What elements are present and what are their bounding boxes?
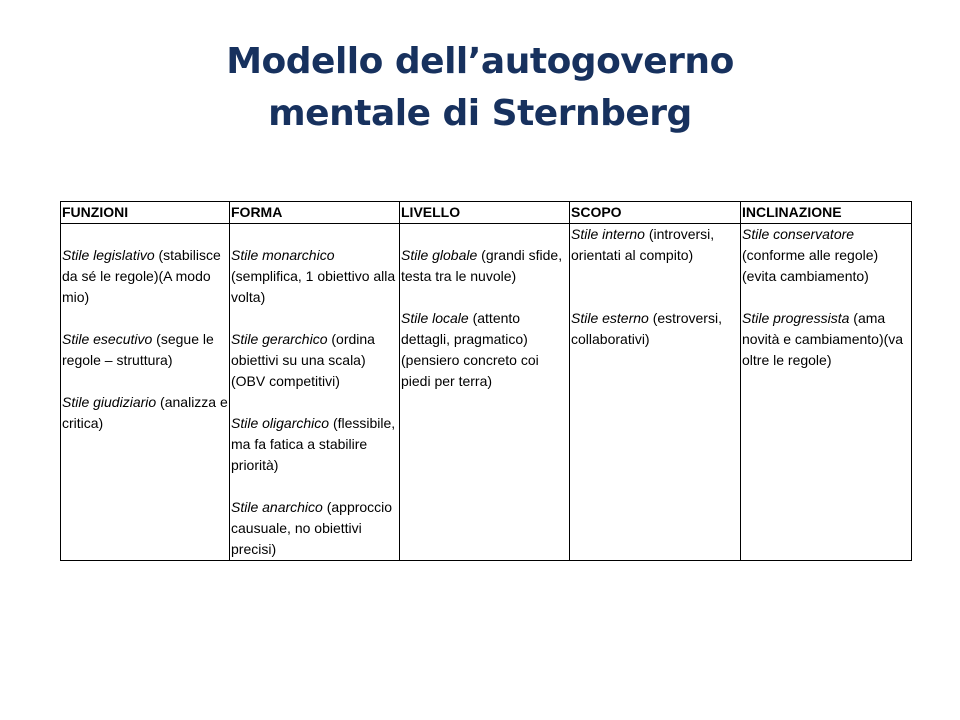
entry-anarchico: Stile anarchico (approccio causuale, no obiettivi precisi) <box>231 499 393 557</box>
header-forma: FORMA <box>230 202 400 224</box>
entry-interno: Stile interno (introversi, orientati al compito) <box>571 226 715 263</box>
entry-globale: Stile globale (grandi sfide, testa tra le nuvole) <box>401 247 563 284</box>
cell-inclinazione <box>741 224 912 561</box>
header-livello: LIVELLO <box>400 202 570 224</box>
cell-scopo <box>570 224 741 561</box>
entry-locale: Stile locale (attento dettagli, pragmatico)(pensiero concreto coi piedi per terra) <box>401 310 539 389</box>
entry-gerarchico: Stile gerarchico (ordina obiettivi su una scala) (OBV competitivi) <box>231 331 375 389</box>
header-scopo: SCOPO <box>570 202 741 224</box>
entry-oligarchico: Stile oligarchico (flessibile, ma fa fatica a stabilire priorità) <box>231 415 396 473</box>
title-line-2: mentale di Sternberg <box>268 93 692 134</box>
table-row <box>61 224 912 561</box>
title-line-1: Modello dell’autogoverno <box>226 41 734 82</box>
header-funzioni: FUNZIONI <box>61 202 230 224</box>
slide-title <box>0 36 960 140</box>
entry-giudiziario: Stile giudiziario (analizza e critica) <box>62 394 228 431</box>
cell-livello <box>400 224 570 561</box>
entry-esecutivo: Stile esecutivo (segue le regole – struttura) <box>62 331 214 368</box>
cell-forma <box>230 224 400 561</box>
header-inclinazione: INCLINAZIONE <box>741 202 912 224</box>
entry-conservatore: Stile conservatore (conforme alle regole)(evita cambiamento) <box>742 226 879 284</box>
entry-monarchico: Stile monarchico (semplifica, 1 obiettivo alla volta) <box>231 247 396 305</box>
cell-funzioni <box>61 224 230 561</box>
entry-progressista: Stile progressista (ama novità e cambiamento)(va oltre le regole) <box>742 310 904 368</box>
header-row <box>61 202 912 224</box>
entry-esterno: Stile esterno (estroversi, collaborativi) <box>571 310 722 347</box>
entry-legislativo: Stile legislativo (stabilisce da sé le regole)(A modo mio) <box>62 247 221 305</box>
styles-table <box>60 201 912 561</box>
